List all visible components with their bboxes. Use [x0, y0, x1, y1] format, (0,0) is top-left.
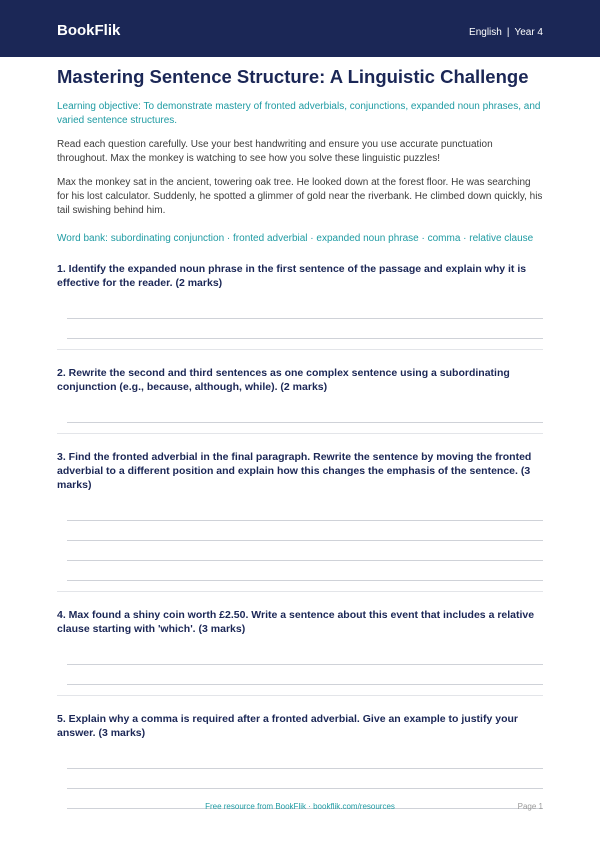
learning-objective: Learning objective: To demonstrate mastery of fronted adverbials, conjunctions, expanded noun phrases, and varied sentence structures.: [57, 101, 541, 126]
question-2: [57, 366, 543, 434]
word-bank: Word bank: subordinating conjunction · fronted adverbial · expanded noun phrase · comma · relative clause: [57, 233, 534, 244]
question-text: 5. Explain why a comma is required after a fronted adverbial. Give an example to justify your answer. (3 marks): [57, 713, 518, 739]
question-divider: [57, 695, 543, 696]
brand-logo: BookFlik: [57, 22, 121, 39]
page-number: Page 1: [517, 802, 543, 811]
answer-line[interactable]: [67, 403, 543, 423]
worksheet-content: [57, 66, 543, 809]
page-title: Mastering Sentence Structure: A Linguistic Challenge: [57, 66, 529, 87]
answer-lines[interactable]: [57, 740, 543, 809]
answer-lines[interactable]: [57, 290, 543, 339]
answer-line[interactable]: [67, 561, 543, 581]
question-3: [57, 450, 543, 592]
answer-line[interactable]: [67, 501, 543, 521]
answer-line[interactable]: [67, 319, 543, 339]
answer-line[interactable]: [67, 299, 543, 319]
answer-line[interactable]: [67, 769, 543, 789]
answer-lines[interactable]: [57, 492, 543, 581]
question-divider: [57, 433, 543, 434]
question-1: [57, 262, 543, 350]
year-label: Year 4: [514, 27, 543, 38]
question-text: 3. Find the fronted adverbial in the final paragraph. Rewrite the sentence by moving the fronted adverbial to a different position and explain how this changes the emphasis of the sentence. (3 marks): [57, 451, 532, 491]
subject-label: [469, 27, 543, 39]
answer-line[interactable]: [67, 749, 543, 769]
answer-line[interactable]: [67, 645, 543, 665]
question-text: 2. Rewrite the second and third sentences as one complex sentence using a subordinating conjunction (e.g., because, although, while). (2 marks): [57, 367, 510, 393]
answer-line[interactable]: [67, 665, 543, 685]
header-bar: [0, 0, 600, 57]
question-divider: [57, 349, 543, 350]
instructions-text: Read each question carefully. Use your best handwriting and ensure you use accurate punctuation throughout. Max the monkey is watching to see how you solve these linguistic puzzles!: [57, 139, 493, 164]
question-divider: [57, 591, 543, 592]
question-5: [57, 712, 543, 809]
footer-resource-link[interactable]: Free resource from BookFlik · bookflik.com/resources: [205, 802, 395, 811]
passage-text: Max the monkey sat in the ancient, towering oak tree. He looked down at the forest floor. He was searching for his lost calculator. Suddenly, he spotted a glimmer of gold near the riverbank. He climbed down quickly, his tail swishing behind him.: [57, 177, 543, 216]
answer-lines[interactable]: [57, 394, 543, 423]
question-text: 1. Identify the expanded noun phrase in the first sentence of the passage and explain why it is effective for the reader. (2 marks): [57, 263, 527, 289]
answer-line[interactable]: [67, 541, 543, 561]
separator: |: [506, 27, 510, 38]
question-text: 4. Max found a shiny coin worth £2.50. Write a sentence about this event that includes a relative clause starting with 'which'. (3 marks): [57, 609, 535, 635]
question-4: [57, 608, 543, 696]
subject-name: English: [469, 27, 502, 38]
answer-lines[interactable]: [57, 636, 543, 685]
answer-line[interactable]: [67, 521, 543, 541]
